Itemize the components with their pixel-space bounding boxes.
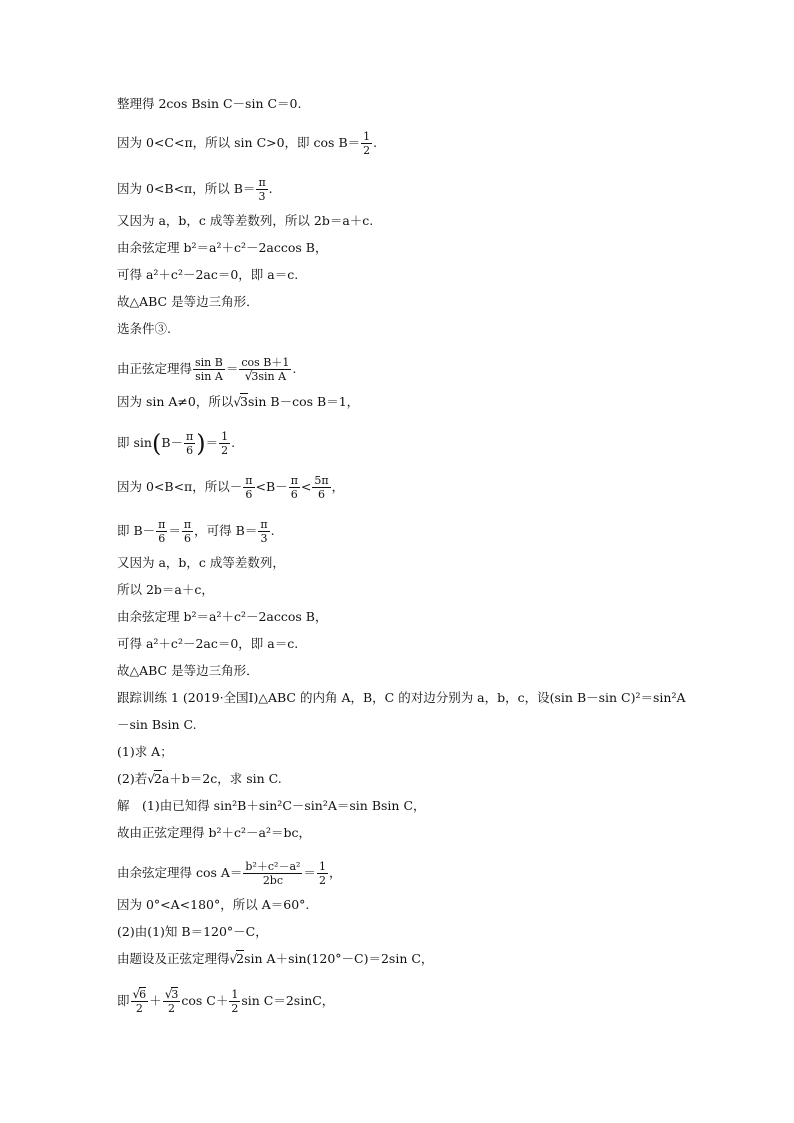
text-line: 因为 0°<A<180°，所以 A＝60°. [117, 897, 310, 912]
fraction: $\frac{\pi}{6}$ [183, 518, 192, 545]
text-line: －sin Bsin C. [117, 717, 197, 732]
text-line: 所以 2b＝a＋c， [117, 582, 214, 597]
fraction: $\frac{\pi}{6}$ [290, 474, 298, 501]
fraction: $\frac{√6}{2}$ [132, 987, 147, 1015]
text-line: 由余弦定理得 cos A＝ $\frac{\text{b²＋c²－a²}}{2bc}$ ＝ $\frac{1}{2}$ ， [117, 860, 342, 887]
text-line: 选条件③. [117, 321, 171, 336]
text-line: 可得 a²＋c²－2ac＝0，即 a＝c. [117, 267, 299, 282]
fraction: $\frac{1}{2}$ [231, 988, 239, 1015]
fraction: $\frac{\pi}{6}$ [158, 518, 166, 545]
fraction: $\frac{5\pi}{6}$ [314, 474, 329, 501]
sqrt: √2 [147, 771, 162, 786]
text-line: 即 sin(B－ $\frac{\pi}{6}$ )＝ $\frac{1}{2}$ . [117, 429, 236, 458]
text-line: 整理得 2cos Bsin C－sin C＝0. [117, 96, 302, 111]
text-line: 因为 0<B<π，所以－ $\frac{\pi}{6}$ <B－ $\frac{\pi}{6}$ < $\frac{5\pi}{6}$ ， [117, 474, 345, 501]
fraction: $\frac{\text{b²＋c²－a²}}{2bc}$ [245, 860, 301, 887]
text-line: 解 (1)由已知得 sin²B＋sin²C－sin²A＝sin Bsin C， [117, 798, 426, 813]
text-line: 又因为 a，b，c 成等差数列， [117, 555, 285, 570]
text-line: 因为 sin A≠0，所以√3sin B－cos B＝1， [117, 394, 360, 409]
sqrt: √3 [164, 987, 179, 1001]
fraction: $\frac{1}{2}$ [318, 860, 326, 887]
text-line: (2)由(1)知 B＝120°－C， [117, 924, 268, 939]
fraction: $\frac{\pi}{3}$ [258, 176, 266, 203]
text-line: (2)若√2a＋b＝2c，求 sin C. [117, 771, 282, 786]
text-line: 由题设及正弦定理得√2sin A＋sin(120°－C)＝2sin C， [117, 951, 434, 966]
text-line: 故△ABC 是等边三角形． [117, 663, 259, 678]
fraction: $\frac{√3}{2}$ [164, 987, 179, 1015]
fraction: $\frac{\text{sin B}}{\text{sin A}}$ [195, 356, 223, 383]
text-line: 即 B－ $\frac{\pi}{6}$ ＝ $\frac{\pi}{6}$ ，可得 B＝ $\frac{\pi}{3}$ . [117, 518, 275, 545]
fraction: $\frac{1}{2}$ [363, 130, 371, 157]
text-line: 因为 0<C<π，所以 sin C>0，即 cos B＝ $\frac{1}{2}$ . [117, 130, 378, 157]
sqrt: √6 [132, 987, 147, 1001]
text-line: 由正弦定理得 $\frac{\text{sin B}}{\text{sin A}}$ ＝ $\frac{\text{cos B＋1}}{\text{√3sin A}}$ . [117, 356, 297, 383]
fraction: $\frac{\pi}{6}$ [186, 430, 194, 457]
text-line: 由余弦定理 b²＝a²＋c²－2accos B， [117, 240, 328, 255]
sqrt: √2 [229, 951, 245, 966]
sqrt: √3 [233, 394, 248, 409]
text-line: 因为 0<B<π，所以 B＝ $\frac{\pi}{3}$ . [117, 176, 273, 203]
text-line: (1)求 A； [117, 744, 173, 759]
text-line: 由余弦定理 b²＝a²＋c²－2accos B， [117, 609, 328, 624]
text-line: 故△ABC 是等边三角形． [117, 294, 259, 309]
text-line: 故由正弦定理得 b²＋c²－a²＝bc， [117, 825, 311, 840]
text-line: 跟踪训练 1 (2019·全国Ⅰ)△ABC 的内角 A，B，C 的对边分别为 a，b，c，设(sin B－sin C)²＝sin²A [117, 690, 686, 705]
fraction: $\frac{\text{cos B＋1}}{\text{√3sin A}}$ [241, 356, 290, 383]
text-line: 即 $\frac{√6}{2}$ ＋ $\frac{√3}{2}$ cos C＋ $\frac{1}{2}$ sin C＝2sinC， [117, 987, 335, 1015]
text-line: 可得 a²＋c²－2ac＝0，即 a＝c. [117, 636, 299, 651]
text-line: 又因为 a，b，c 成等差数列，所以 2b＝a＋c. [117, 213, 374, 228]
fraction: $\frac{1}{2}$ [221, 430, 229, 457]
fraction: $\frac{\pi}{3}$ [260, 518, 268, 545]
fraction: $\frac{\pi}{6}$ [245, 474, 253, 501]
sqrt: √3 [244, 369, 259, 383]
